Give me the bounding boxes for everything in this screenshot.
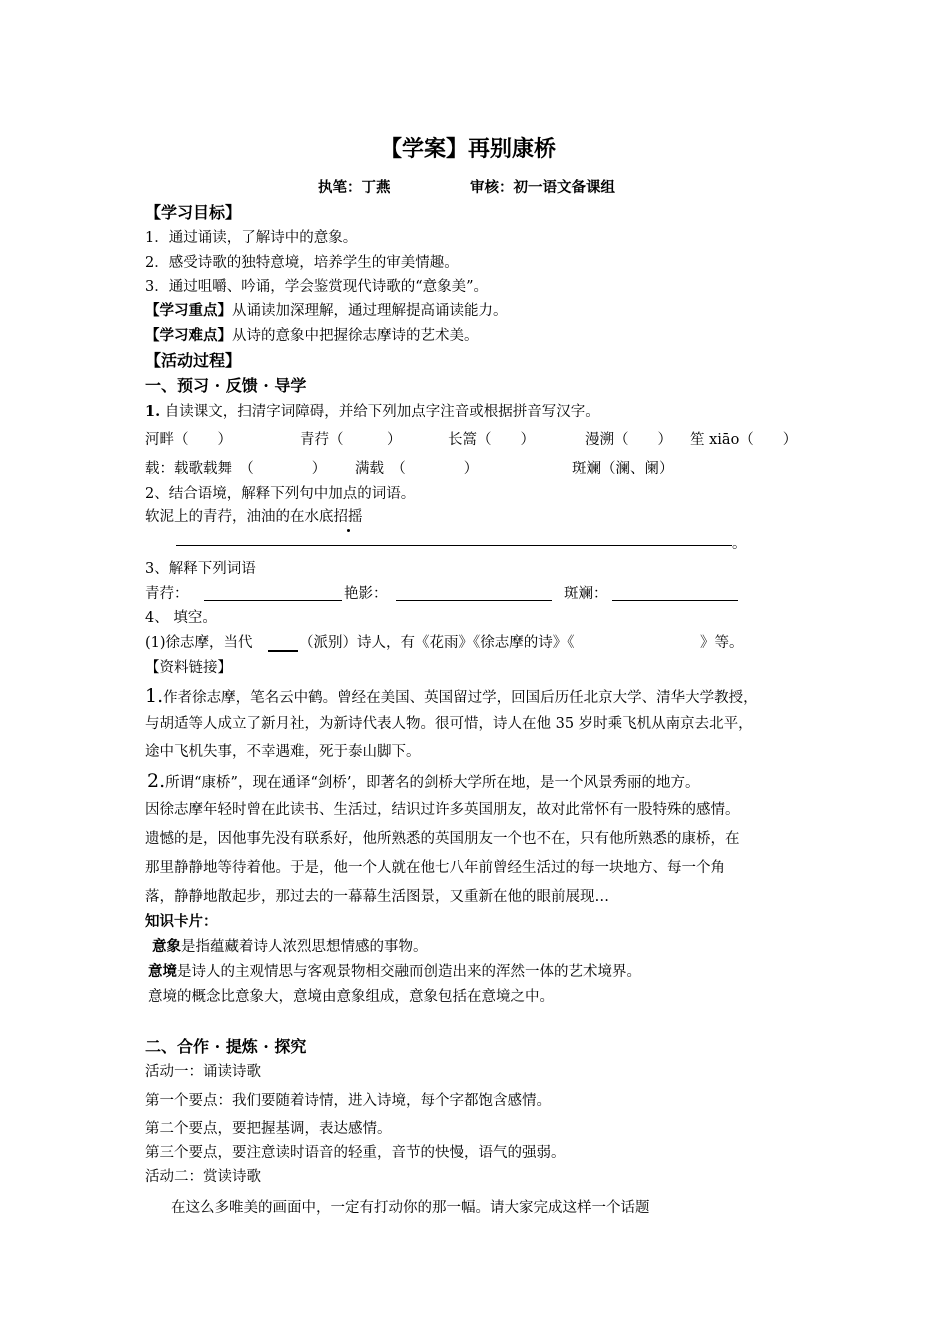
goal-item: 1．通过诵读，了解诗中的意象。 (145, 230, 358, 246)
question-3: 3、解释下列词语 (145, 561, 256, 577)
question-4-blank-b-text: （派别）诗人，有《花雨》《徐志摩的诗》《 (299, 635, 575, 651)
question-4-blank-a-text: (1)徐志摩，当代 (145, 635, 253, 651)
key-point (145, 301, 508, 321)
vocab-item: 满载 （ ） (355, 461, 479, 477)
question-1-number: 1. (145, 403, 161, 420)
answer-blank (204, 600, 342, 601)
answer-line-end: 。 (732, 536, 747, 552)
paragraph-number: 2. (147, 770, 166, 792)
goals-heading: 【学习目标】 (145, 203, 242, 222)
vocab-item: 笙 xiāo（ ） (690, 432, 798, 448)
point-4: 在这么多唯美的画面中，一定有打动你的那一幅。请大家完成这样一个话题 (171, 1200, 650, 1216)
vocab-item: 载：载歌载舞 （ ） (145, 461, 327, 477)
question-4: 4、 填空。 (145, 610, 217, 626)
dotted-word: 招摇 (333, 509, 363, 525)
link-paragraph-2 (147, 771, 700, 793)
term-label: 青荇： (145, 586, 189, 602)
vocab-item: 斑斓（澜、阑） (572, 461, 674, 477)
paragraph-line: 作者徐志摩，笔名云中鹤。曾经在美国、英国留过学，回国后历任北京大学、清华大学教授， (163, 690, 758, 706)
link-paragraph-1 (145, 686, 758, 708)
author-line: 执笔：丁燕 (318, 179, 391, 196)
question-2-sentence (145, 507, 363, 527)
question-4-blank-c-text: 》等。 (700, 635, 744, 651)
question-2: 2、结合语境，解释下列句中加点的词语。 (145, 486, 416, 502)
process-heading: 【活动过程】 (145, 351, 242, 370)
paragraph-number: 1. (145, 685, 164, 707)
term-label: 艳影： (344, 586, 388, 602)
sentence-text: 软泥上的青荇，油油的在水底 (145, 509, 334, 525)
card-definition: 是指蕴藏着诗人浓烈思想情感的事物。 (181, 939, 428, 955)
paragraph-line: 落，静静地散起步，那过去的一幕幕生活图景，又重新在他的眼前展现… (145, 889, 609, 905)
card-definition: 是诗人的主观情思与客观景物相交融而创造出来的浑然一体的艺术境界。 (177, 964, 641, 980)
goal-item: 3．通过咀嚼、吟诵，学会鉴赏现代诗歌的“意象美”。 (145, 279, 489, 295)
paragraph-line: 所谓“康桥”，现在通译“剑桥’，即著名的剑桥大学所在地，是一个风景秀丽的地方。 (165, 775, 700, 791)
activity-2: 活动二：赏读诗歌 (145, 1169, 261, 1185)
vocab-item: 青荇（ ） (300, 432, 402, 448)
key-text: 从诵读加深理解，通过理解提高诵读能力。 (232, 303, 508, 319)
vocab-item: 河畔（ ） (145, 432, 232, 448)
part1-heading: 一、预习 · 反馈 · 导学 (145, 376, 307, 395)
paragraph-line: 遗憾的是，因他事先没有联系好，他所熟悉的英国朋友一个也不在，只有他所熟悉的康桥，在 (145, 831, 740, 847)
answer-blank (612, 600, 738, 601)
answer-line (176, 545, 732, 546)
card-heading: 知识卡片： (145, 913, 218, 930)
difficulty-point (145, 326, 479, 346)
paragraph-line: 途中飞机失事，不幸遇难，死于泰山脚下。 (145, 744, 421, 760)
question-1-text: 自读课文，扫清字词障碍，并给下列加点字注音或根据拼音写汉字。 (160, 404, 600, 420)
activity-1: 活动一：诵读诗歌 (145, 1064, 261, 1080)
card-term: 意象 (152, 938, 181, 955)
card-line: 意境的概念比意象大，意境由意象组成，意象包括在意境之中。 (148, 989, 554, 1005)
page-title: 【学案】再别康桥 (380, 136, 557, 162)
point-2: 第二个要点，要把握基调，表达感情。 (145, 1121, 392, 1137)
card-term: 意境 (148, 963, 177, 980)
question-1 (145, 402, 600, 422)
card-line (152, 937, 428, 957)
term-label: 斑斓： (564, 586, 608, 602)
goal-item: 2．感受诗歌的独特意境，培养学生的审美情趣。 (145, 255, 459, 271)
point-3: 第三个要点，要注意读时语音的轻重，音节的快慢，语气的强弱。 (145, 1145, 566, 1161)
answer-blank (396, 600, 552, 601)
point-1: 第一个要点：我们要随着诗情，进入诗境，每个字都饱含感情。 (145, 1093, 551, 1109)
difficulty-label: 【学习难点】 (145, 327, 232, 344)
fill-blank (268, 650, 298, 652)
paragraph-line: 因徐志摩年轻时曾在此读书、生活过，结识过许多英国朋友，故对此常怀有一股特殊的感情。 (145, 802, 740, 818)
paragraph-line: 与胡适等人成立了新月社，为新诗代表人物。很可惜，诗人在他 35 岁时乘飞机从南京去北平， (145, 716, 753, 732)
vocab-item: 漫溯（ ） (585, 432, 672, 448)
links-heading: 【资料链接】 (145, 660, 232, 676)
paragraph-line: 那里静静地等待着他。于是，他一个人就在他七八年前曾经生活过的每一块地方、每一个角 (145, 860, 725, 876)
part2-heading: 二、合作 · 提炼 · 探究 (145, 1037, 307, 1056)
vocab-item: 长篙（ ） (448, 432, 535, 448)
reviewer-line: 审核：初一语文备课组 (470, 179, 615, 196)
difficulty-text: 从诗的意象中把握徐志摩诗的艺术美。 (232, 328, 479, 344)
card-line (148, 962, 641, 982)
key-label: 【学习重点】 (145, 302, 232, 319)
